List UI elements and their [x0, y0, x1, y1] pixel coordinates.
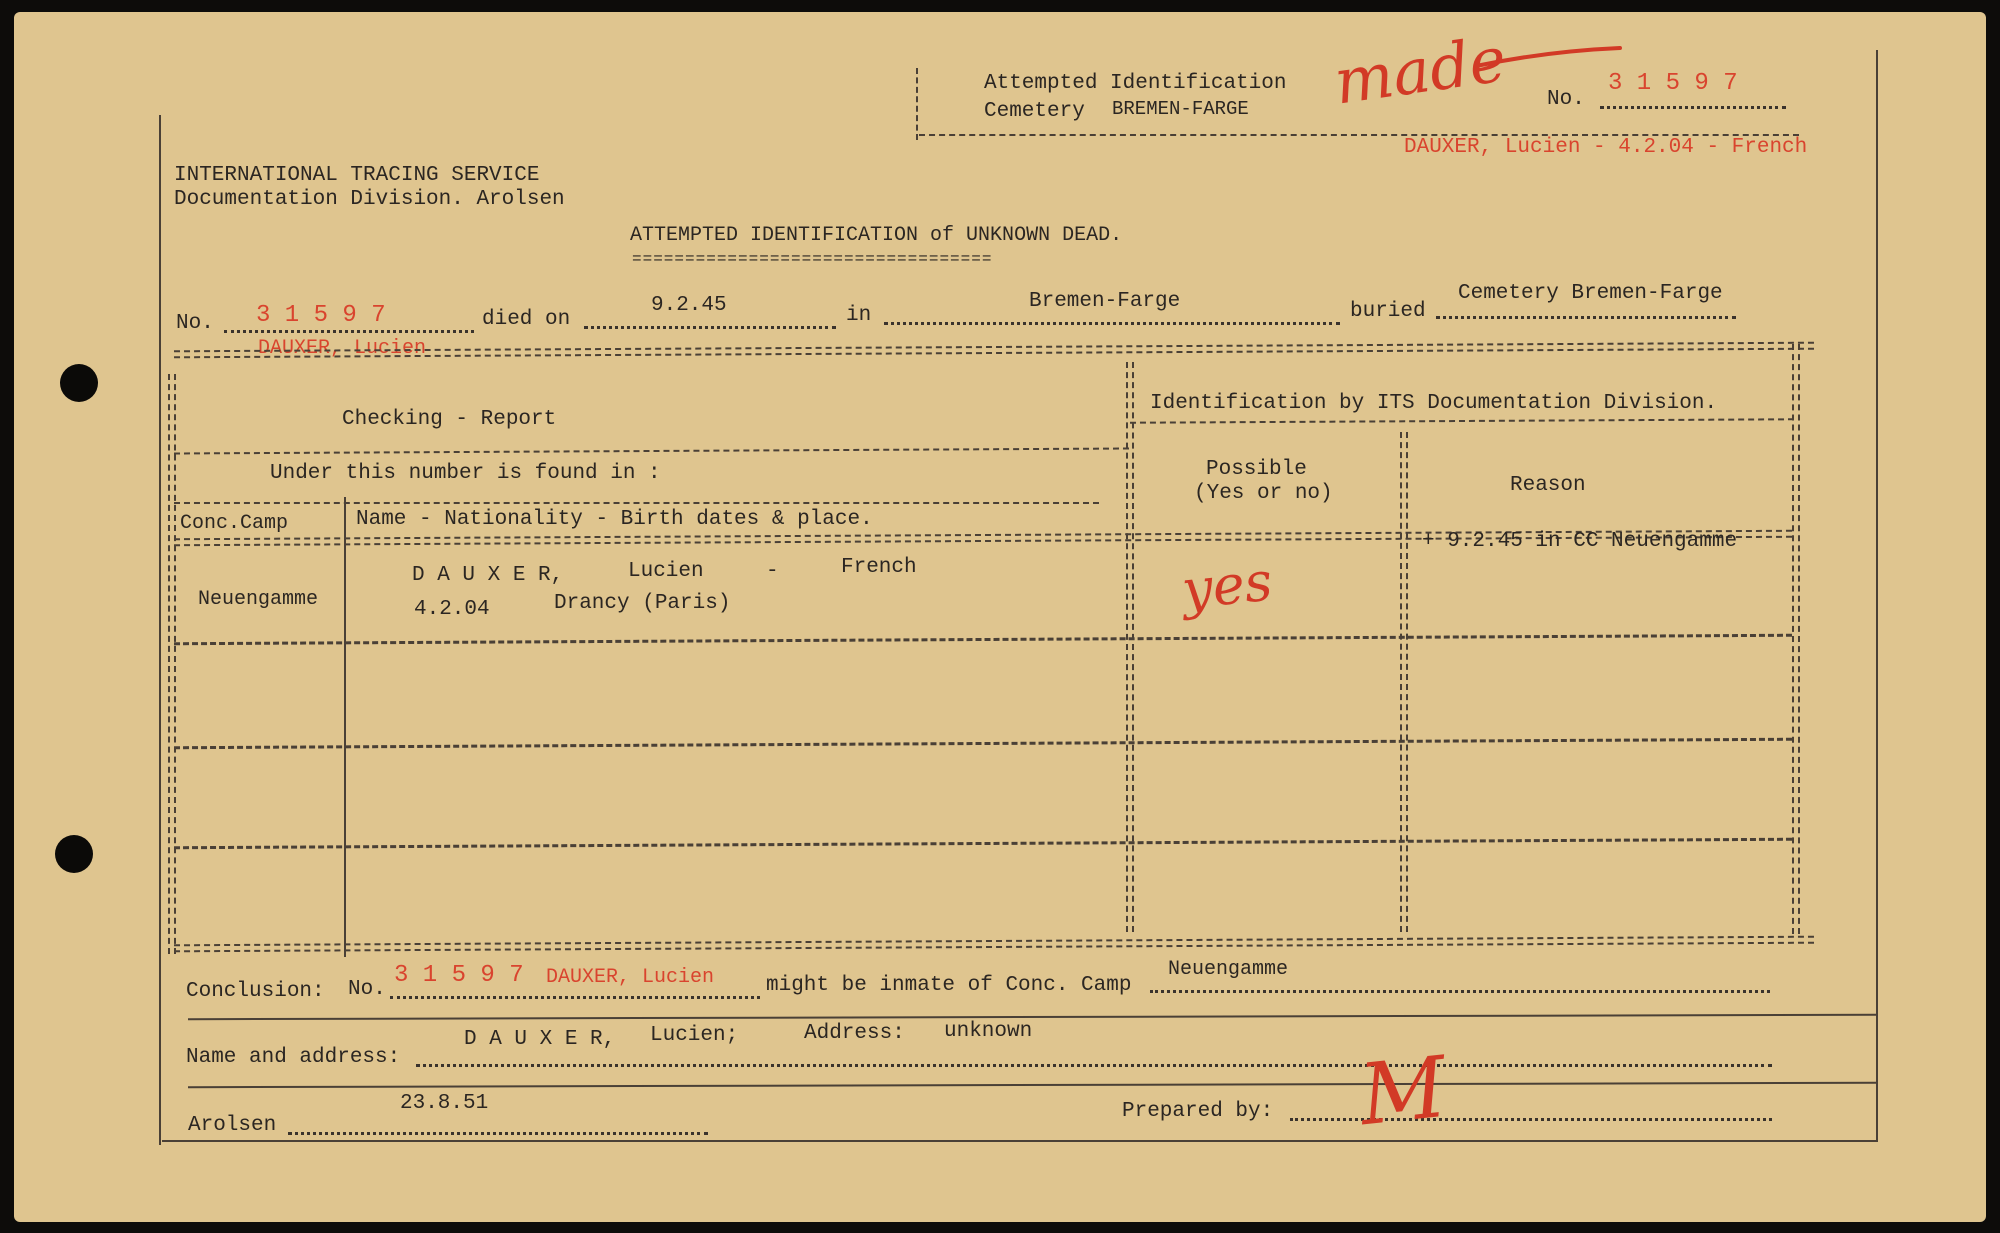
form-title: ATTEMPTED IDENTIFICATION of UNKNOWN DEAD.: [630, 224, 1123, 247]
under-number-label: Under this number is found in :: [270, 462, 661, 485]
conclusion-camp-dots: [1150, 990, 1770, 993]
table-right-border: [1792, 344, 1800, 934]
made-underline-stroke: [1474, 42, 1624, 72]
col-header-reason: Reason: [1510, 474, 1586, 497]
table-row-line-1b: [1130, 418, 1794, 423]
col-header-camp: Conc.Camp: [180, 512, 289, 535]
col-header-possible: Possible: [1206, 458, 1307, 481]
name-address-address-label: Address:: [804, 1022, 905, 1045]
col-header-name: Name - Nationality - Birth dates & place.: [356, 508, 873, 531]
conclusion-name-stamp: DAUXER, Lucien: [546, 966, 715, 989]
frame-left-line: [159, 115, 161, 1145]
record-died-label: died on: [482, 308, 571, 331]
header-no-value: 3 1 5 9 7: [1608, 70, 1738, 97]
row1-birth: 4.2.04: [414, 598, 490, 621]
row1-name: D A U X E R,: [412, 564, 564, 587]
org-line1: INTERNATIONAL TRACING SERVICE: [174, 164, 540, 187]
table-left-border: [168, 374, 176, 954]
record-buried-dots: [1436, 316, 1736, 319]
table-divider-reason: [1400, 432, 1408, 932]
conclusion-label: Conclusion:: [186, 980, 325, 1003]
record-no-dots: [224, 330, 474, 333]
checking-report-label: Checking - Report: [342, 408, 557, 431]
conclusion-no-dots: [390, 996, 760, 999]
form-title-underline: ==================================: [632, 250, 993, 268]
conclusion-no-value: 3 1 5 9 7: [394, 962, 524, 989]
header-title: Attempted Identification: [984, 72, 1287, 95]
footer-signature: M: [1355, 1037, 1451, 1145]
row1-reason: + 9.2.45 in CC Neuengamme: [1422, 530, 1738, 553]
name-address-first: Lucien;: [650, 1024, 739, 1047]
record-in-dots: [884, 322, 1340, 325]
punch-hole-top: [60, 364, 98, 402]
row1-first: Lucien: [628, 560, 704, 583]
row1-nationality: French: [841, 556, 917, 579]
footer-date-value: 23.8.51: [400, 1092, 489, 1115]
header-box-left: [916, 68, 918, 140]
name-address-dots: [416, 1064, 1772, 1067]
record-died-value: 9.2.45: [651, 294, 727, 317]
table-divider-camp: [344, 497, 346, 957]
table-bottom-border: [174, 936, 1814, 953]
col-header-possible-sub: (Yes or no): [1194, 482, 1333, 505]
table-row-line-2: [174, 634, 1792, 645]
row1-place: Drancy (Paris): [554, 592, 731, 615]
record-no-label: No.: [176, 312, 214, 335]
name-address-name: D A U X E R,: [464, 1028, 616, 1051]
record-in-label: in: [846, 304, 872, 327]
name-address-address-value: unknown: [944, 1020, 1033, 1043]
conclusion-camp-value: Neuengamme: [1168, 958, 1289, 981]
footer-place-label: Arolsen: [188, 1114, 277, 1137]
name-address-underline: [188, 1082, 1878, 1088]
frame-bottom-line: [162, 1140, 1878, 1142]
record-no-value: 3 1 5 9 7: [256, 302, 386, 329]
conclusion-underline: [188, 1014, 1878, 1020]
row1-possible-handwritten: yes: [1178, 549, 1276, 622]
record-in-value: Bremen-Farge: [1029, 290, 1181, 313]
handwritten-made: made: [1329, 22, 1511, 119]
under-number-line: [174, 502, 1099, 504]
name-address-label: Name and address:: [186, 1046, 401, 1069]
table-row-line-4: [174, 838, 1792, 849]
header-cemetery-value: BREMEN-FARGE: [1112, 98, 1249, 120]
conclusion-text: might be inmate of Conc. Camp: [766, 974, 1132, 997]
record-buried-label: buried: [1350, 300, 1426, 323]
row1-camp: Neuengamme: [198, 588, 319, 611]
table-row-line-3: [174, 738, 1792, 749]
header-cemetery-label: Cemetery: [984, 100, 1085, 123]
frame-right-line: [1876, 50, 1878, 1140]
header-no-label: No.: [1547, 88, 1585, 111]
org-line2: Documentation Division. Arolsen: [174, 188, 565, 211]
footer-prepared-label: Prepared by:: [1122, 1100, 1274, 1123]
row1-dash: -: [766, 560, 779, 583]
header-stamp-line: DAUXER, Lucien - 4.2.04 - French: [1404, 136, 1808, 159]
record-name-stamp: DAUXER, Lucien: [258, 337, 427, 360]
punch-hole-bottom: [55, 835, 93, 873]
footer-date-dots: [288, 1132, 708, 1135]
conclusion-no-label: No.: [348, 978, 386, 1001]
record-buried-value: Cemetery Bremen-Farge: [1458, 282, 1723, 305]
table-row-line-1: [174, 447, 1129, 454]
identification-header: Identification by ITS Documentation Division.: [1150, 392, 1718, 415]
record-died-dots: [584, 326, 836, 329]
record-card: [14, 12, 1986, 1222]
header-no-dots: [1600, 106, 1786, 109]
